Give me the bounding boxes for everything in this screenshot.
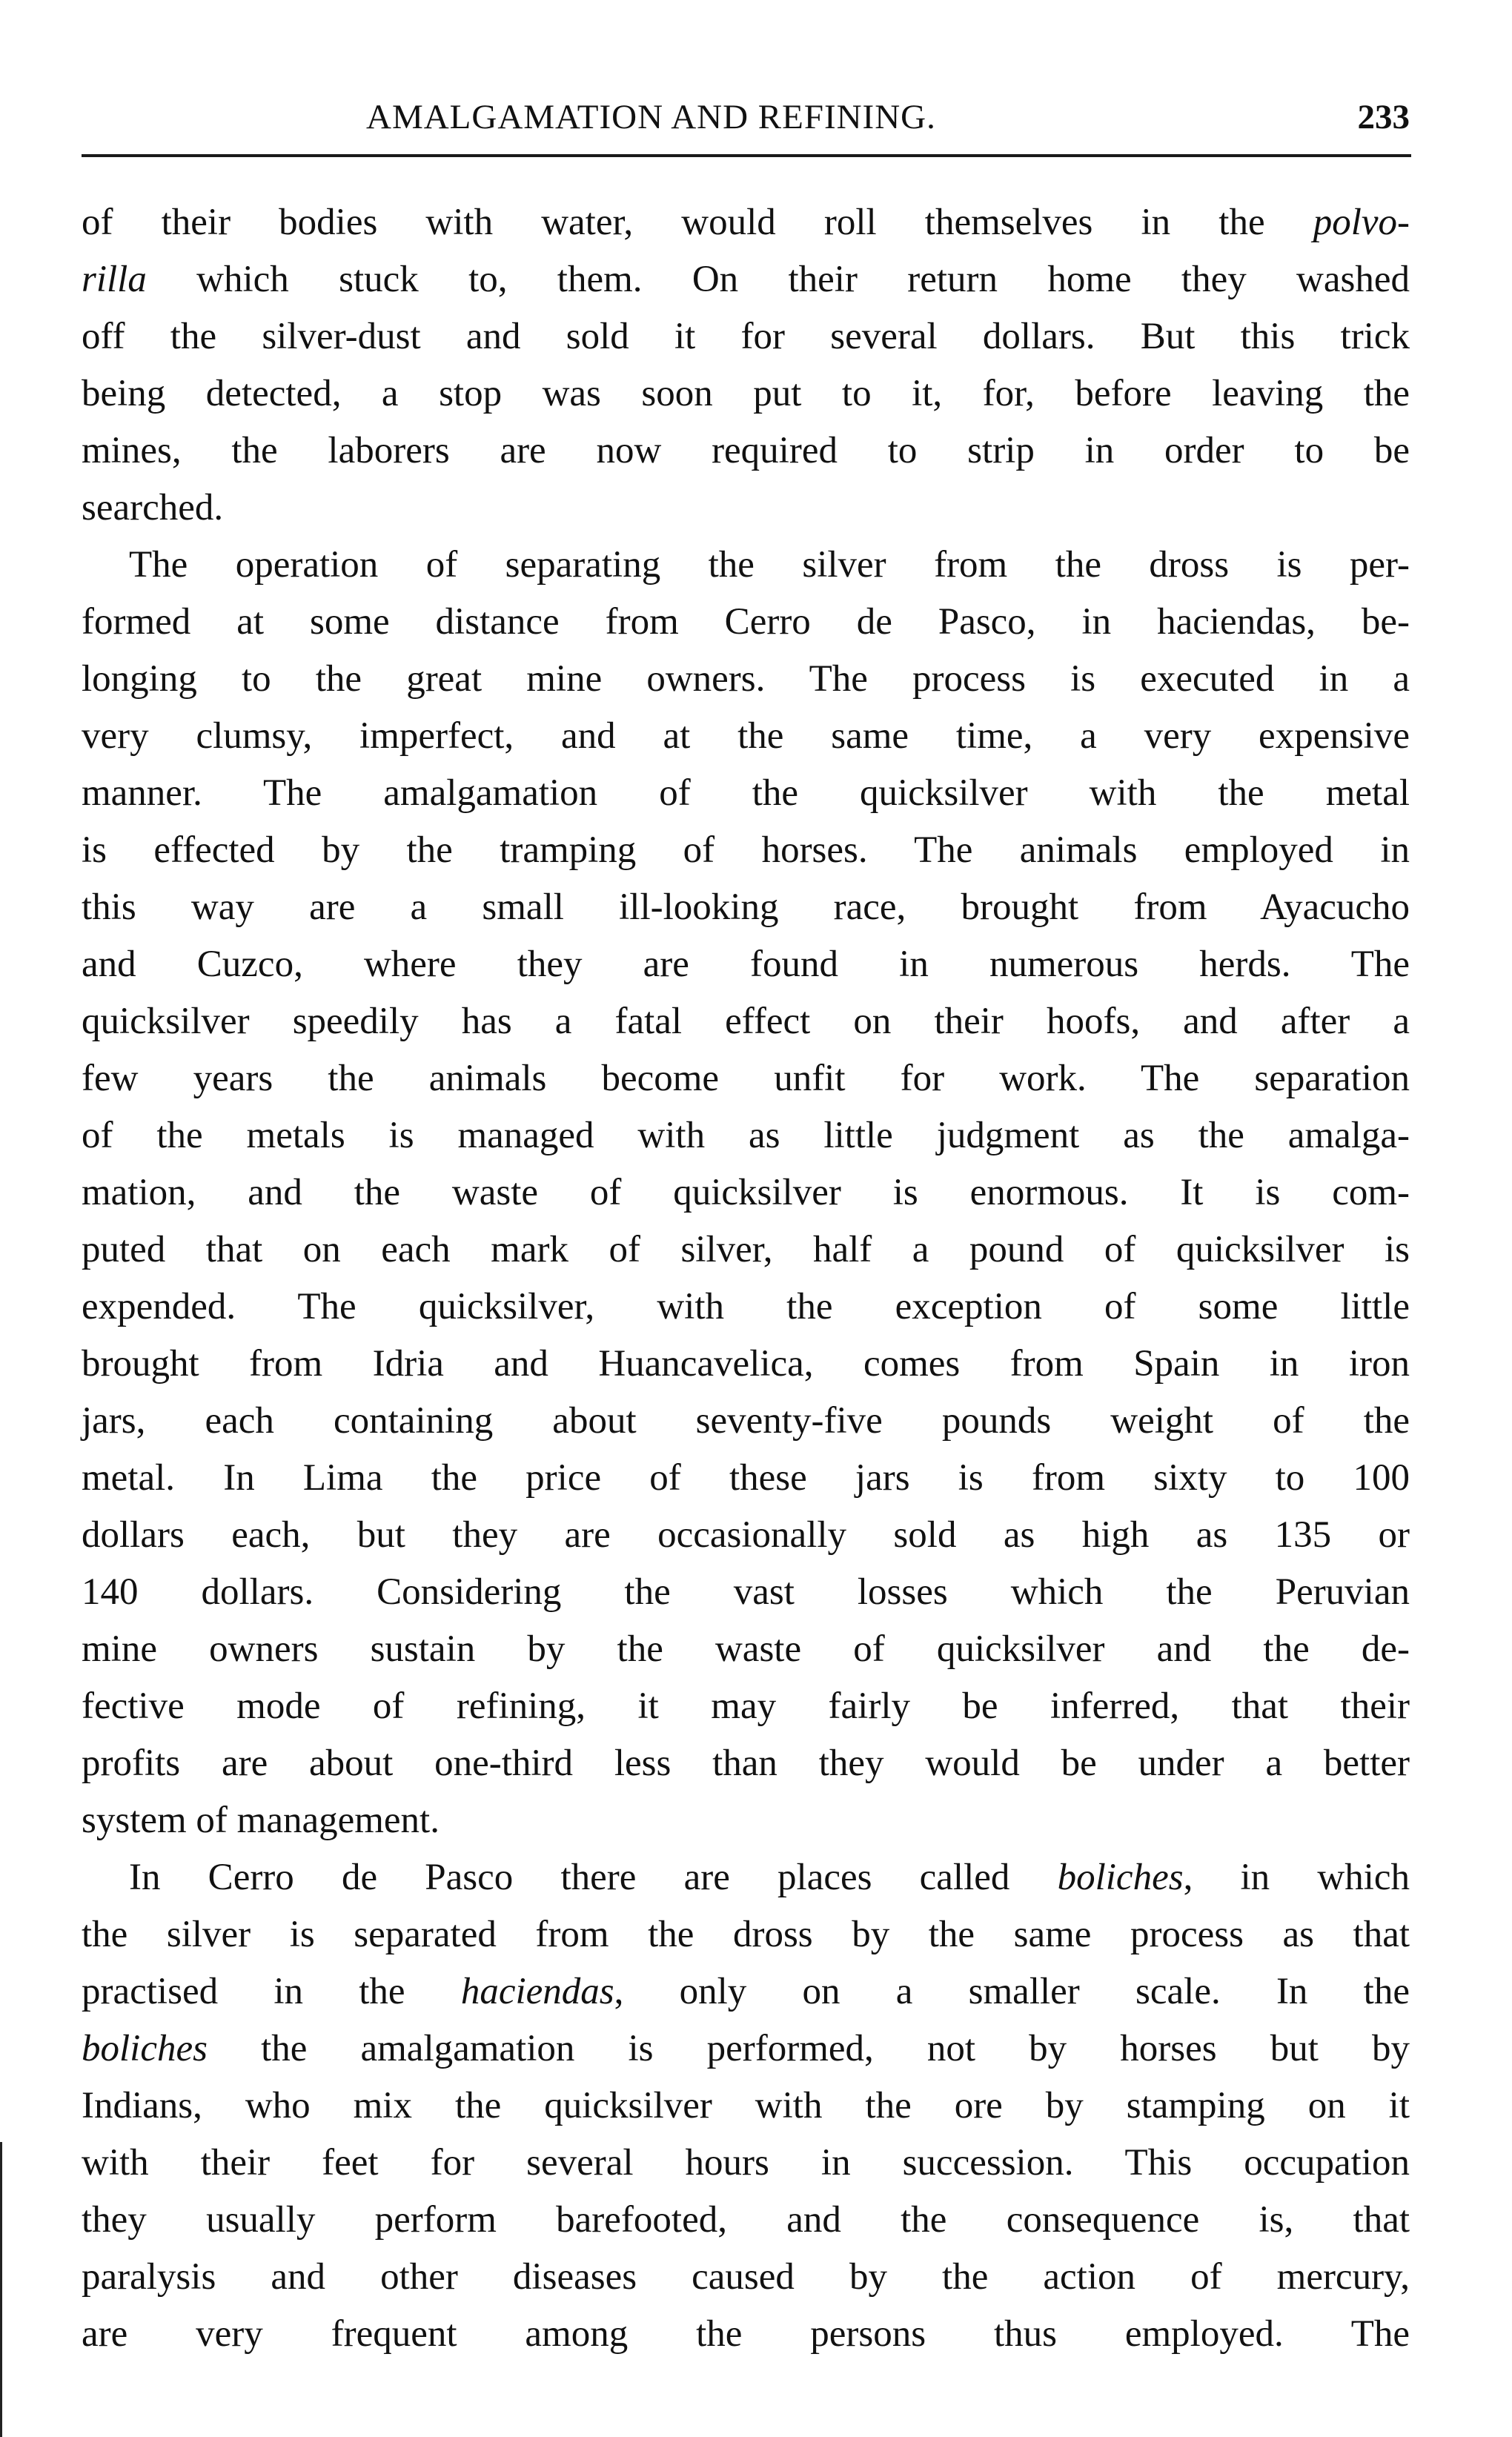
text-line: is effected by the tramping of horses. The animals employed in <box>82 829 1410 871</box>
text-line: being detected, a stop was soon put to it, for, before leaving the <box>82 373 1410 414</box>
text-line: practised in the haciendas, only on a smaller scale. In the <box>82 1971 1410 2012</box>
text-line: metal. In Lima the price of these jars is from sixty to 100 <box>82 1457 1410 1499</box>
text-line: fective mode of refining, it may fairly be inferred, that their <box>82 1685 1410 1727</box>
page-number: 233 <box>1357 98 1410 136</box>
running-title: AMALGAMATION AND REFINING. <box>366 98 936 136</box>
text-line: manner. The amalgamation of the quicksilver with the metal <box>82 772 1410 814</box>
text-line: Indians, who mix the quicksilver with the ore by stamping on it <box>82 2085 1410 2126</box>
text-line: mine owners sustain by the waste of quicksilver and the de- <box>82 1628 1410 1670</box>
text-line: quicksilver speedily has a fatal effect on their hoofs, and after a <box>82 1001 1410 1042</box>
text-line: longing to the great mine owners. The process is executed in a <box>82 658 1410 700</box>
text-line: few years the animals become unfit for work. The separation <box>82 1058 1410 1099</box>
paragraph-first-line: In Cerro de Pasco there are places called boliches, in which <box>129 1857 1410 1898</box>
text-line: expended. The quicksilver, with the exception of some little <box>82 1286 1410 1327</box>
text-line: system of management. <box>82 1800 440 1841</box>
italic-term: haciendas <box>460 1971 614 2012</box>
header-rule <box>82 154 1411 157</box>
paragraph-first-line: The operation of separating the silver from the dross is per- <box>129 544 1410 586</box>
running-head <box>82 95 1410 139</box>
text-line: very clumsy, imperfect, and at the same time, a very expensive <box>82 715 1410 757</box>
text-line: boliches the amalgamation is performed, not by horses but by <box>82 2028 1410 2069</box>
text-line: jars, each containing about seventy-five pounds weight of the <box>82 1400 1410 1442</box>
text-line: formed at some distance from Cerro de Pasco, in haciendas, be- <box>82 601 1410 643</box>
text-line: are very frequent among the persons thus employed. The <box>82 2313 1410 2355</box>
text-line: this way are a small ill-looking race, brought from Ayacucho <box>82 886 1410 928</box>
text-line: of their bodies with water, would roll themselves in the polvo- <box>82 202 1410 243</box>
text-line: of the metals is managed with as little judgment as the amalga- <box>82 1115 1410 1156</box>
text-line: rilla which stuck to, them. On their return home they washed <box>82 259 1410 300</box>
italic-term: polvo- <box>1313 202 1410 243</box>
text-line: searched. <box>82 487 224 528</box>
text-line: off the silver-dust and sold it for several dollars. But this trick <box>82 316 1410 357</box>
text-line: mines, the laborers are now required to strip in order to be <box>82 430 1410 471</box>
text-line: with their feet for several hours in succession. This occupation <box>82 2142 1410 2184</box>
text-line: mation, and the waste of quicksilver is enormous. It is com- <box>82 1172 1410 1213</box>
text-line: brought from Idria and Huancavelica, comes from Spain in iron <box>82 1343 1410 1385</box>
scan-gutter-edge <box>0 2142 2 2437</box>
text-line: paralysis and other diseases caused by the action of mercury, <box>82 2256 1410 2298</box>
text-line: profits are about one-third less than they would be under a better <box>82 1743 1410 1784</box>
italic-term: boliches <box>82 2028 208 2069</box>
text-line: puted that on each mark of silver, half a pound of quicksilver is <box>82 1229 1410 1270</box>
text-line: dollars each, but they are occasionally sold as high as 135 or <box>82 1514 1410 1556</box>
italic-term: boliches <box>1057 1857 1184 1898</box>
text-line: the silver is separated from the dross by the same process as that <box>82 1914 1410 1955</box>
text-line: 140 dollars. Considering the vast losses which the Peruvian <box>82 1571 1410 1613</box>
body-text <box>82 194 1410 2363</box>
italic-term: rilla <box>82 259 147 300</box>
text-line: and Cuzco, where they are found in numerous herds. The <box>82 944 1410 985</box>
text-line: they usually perform barefooted, and the consequence is, that <box>82 2199 1410 2241</box>
